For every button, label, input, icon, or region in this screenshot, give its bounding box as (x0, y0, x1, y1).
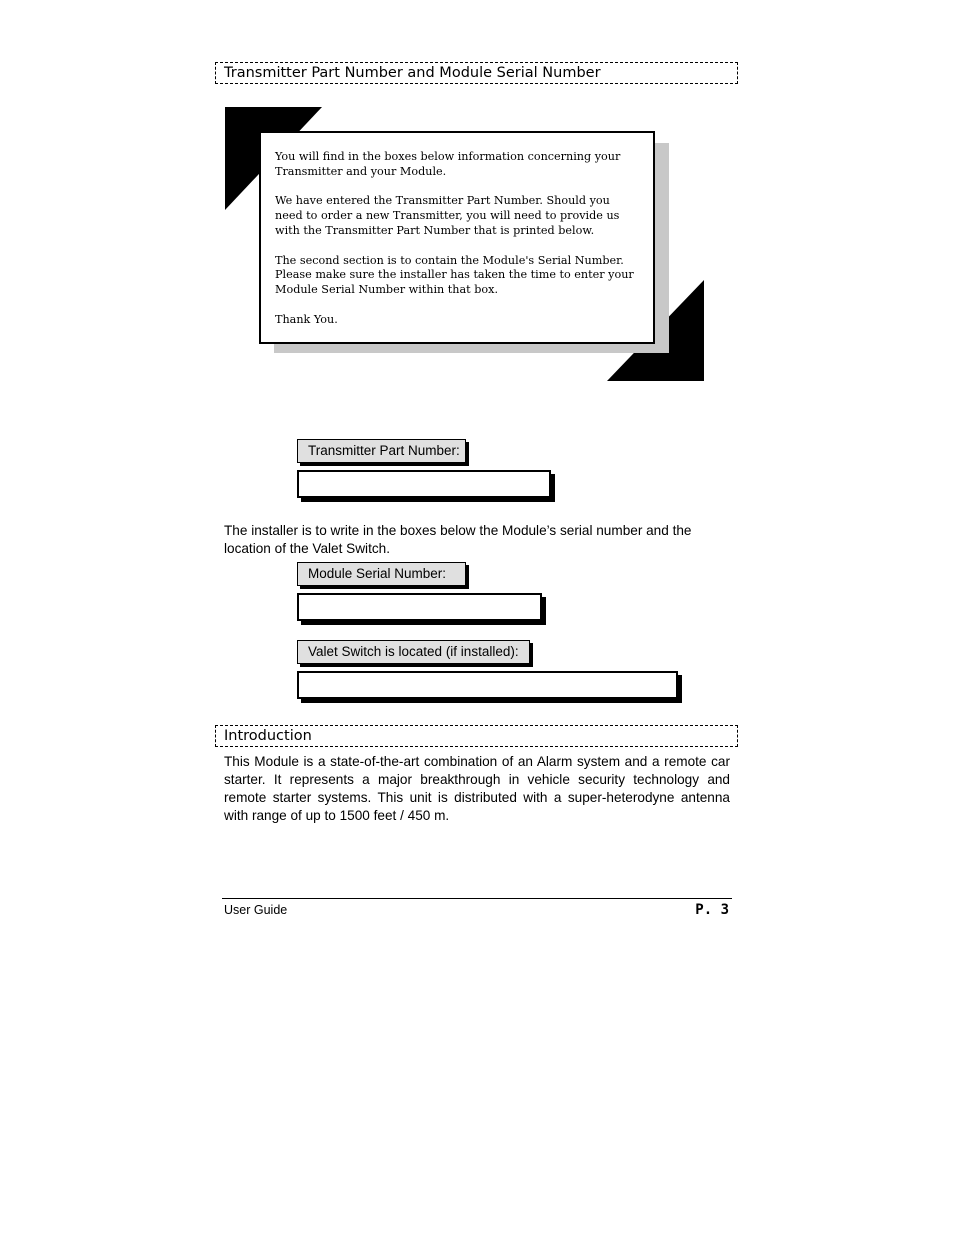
valet-switch-label: Valet Switch is located (if installed): (297, 640, 530, 664)
notice-paragraph-4: Thank You. (275, 312, 338, 326)
notice-paragraph-1: You will find in the boxes below information concerning your Transmitter and your Module. (275, 150, 621, 178)
footer-divider (222, 898, 732, 899)
module-serial-number-field[interactable] (297, 593, 542, 621)
installer-note: The installer is to write in the boxes below the Module’s serial number and the location of the Valet Switch. (224, 523, 692, 556)
module-serial-number-label: Module Serial Number: (297, 562, 466, 586)
footer-title: User Guide (224, 903, 288, 917)
transmitter-part-number-label: Transmitter Part Number: (297, 439, 466, 463)
notice-box (259, 131, 655, 344)
section-header-transmitter: Transmitter Part Number and Module Serial Number (215, 62, 738, 84)
section-header-introduction: Introduction (215, 725, 738, 747)
notice-paragraph-3: The second section is to contain the Module's Serial Number. Please make sure the installer has taken the time to enter your Module Serial Number within that box. (275, 253, 634, 297)
page-number: P. 3 (695, 902, 729, 918)
valet-switch-location-field[interactable] (297, 671, 678, 699)
notice-paragraph-2: We have entered the Transmitter Part Number. Should you need to order a new Transmitter, you will need to provide us with the Transmitter Part Number that is printed below. (275, 194, 620, 237)
introduction-body: This Module is a state-of-the-art combination of an Alarm system and a remote car starter. It represents a major breakthrough in vehicle security technology and remote starter systems. This unit is distributed with a super-heterodyne antenna with range of up to 1500 feet / 450 m. (224, 754, 730, 823)
transmitter-part-number-field[interactable] (297, 470, 551, 498)
